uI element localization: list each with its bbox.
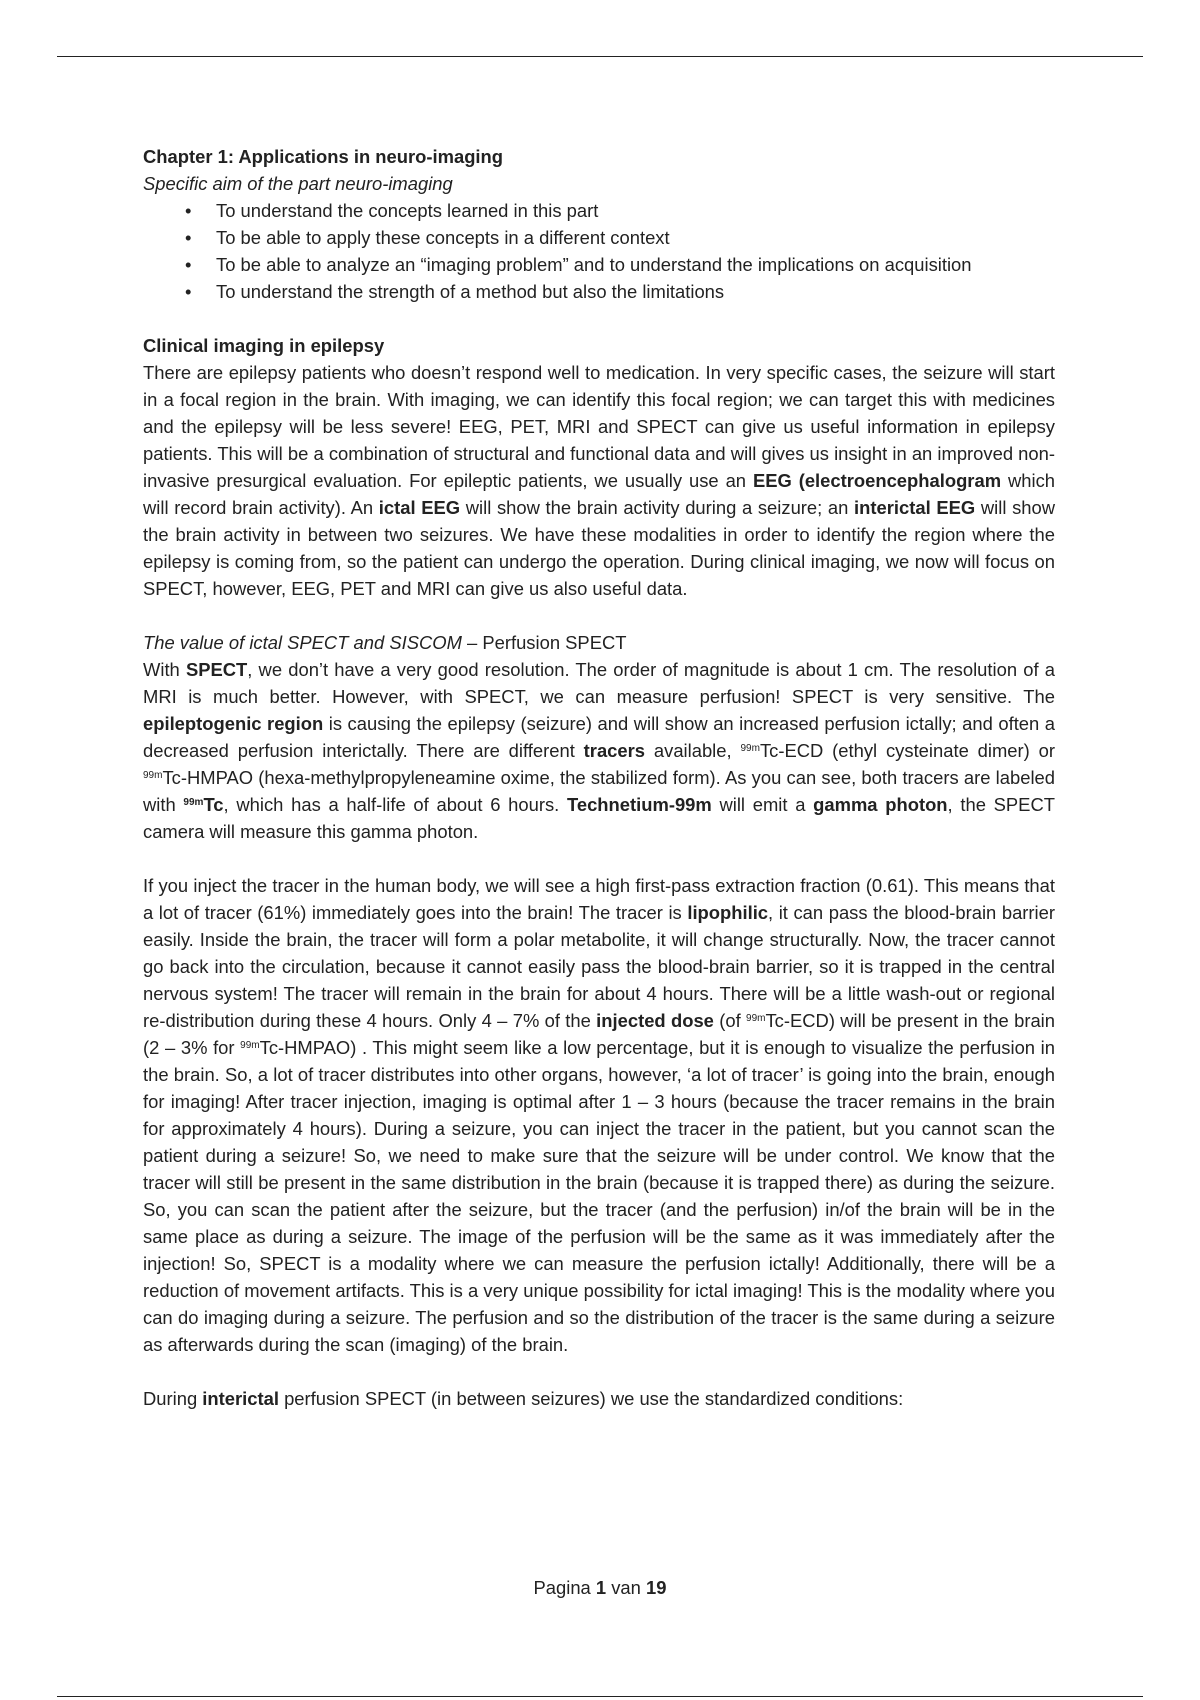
aim-list: [143, 197, 1055, 305]
aim-subtitle: Specific aim of the part neuro-imaging: [143, 173, 453, 194]
total-page-count: 19: [646, 1577, 667, 1598]
list-item: • To understand the strength of a method but also the limitations: [143, 278, 1055, 305]
header-rule: [57, 56, 1143, 57]
bullet-icon: •: [185, 281, 192, 302]
list-item: • To be able to analyze an “imaging problem” and to understand the implications on acquisition: [143, 251, 1055, 278]
page-content: [143, 143, 1055, 1412]
chapter-title: Chapter 1: Applications in neuro-imaging: [143, 146, 503, 167]
current-page-number: 1: [595, 1577, 607, 1598]
footer-rule: [57, 1696, 1143, 1697]
interictal-paragraph: During interictal perfusion SPECT (in between seizures) we use the standardized conditions:: [143, 1388, 904, 1409]
epilepsy-paragraph: There are epilepsy patients who doesn’t respond well to medication. In very specific cases, the seizure will start in a focal region in the brain. With imaging, we can identify this focal region; we can target this with medicines and the epilepsy will be less severe! EEG, PET, MRI and SPECT can give us useful information in epilepsy patients. This will be a combination of structural and functional data and will gives us insight in an improved non-invasive presurgical evaluation. For epileptic patients, we usually use an EEG (electroencephalogram which will record brain activity). An ictal EEG will show the brain activity during a seizure; an interictal EEG will show the brain activity in between two seizures. We have these modalities in order to identify the region where the epilepsy is coming from, so the patient can undergo the operation. During clinical imaging, we now will focus on SPECT, however, EEG, PET and MRI can give us also useful data.: [143, 362, 1055, 599]
bullet-icon: •: [185, 227, 192, 248]
spect-heading: The value of ictal SPECT and SISCOM – Perfusion SPECT: [143, 632, 627, 653]
bullet-icon: •: [185, 200, 192, 221]
epilepsy-heading: Clinical imaging in epilepsy: [143, 335, 385, 356]
bullet-icon: •: [185, 254, 192, 275]
list-item: • To be able to apply these concepts in a different context: [143, 224, 1055, 251]
list-item: • To understand the concepts learned in this part: [143, 197, 1055, 224]
tracer-paragraph: If you inject the tracer in the human body, we will see a high first-pass extraction fraction (0.61). This means that a lot of tracer (61%) immediately goes into the brain! The tracer is lipophilic, it can pass the blood-brain barrier easily. Inside the brain, the tracer will form a polar metabolite, it will change structurally. Now, the tracer cannot go back into the circulation, because it cannot easily pass the blood-brain barrier, so it is trapped in the central nervous system! The tracer will remain in the brain for about 4 hours. There will be a little wash-out or regional re-distribution during these 4 hours. Only 4 – 7% of the injected dose (of $^{99m}$Tc-ECD) will be present in the brain (2 – 3% for $^{99m}$Tc-HMPAO) . This might seem like a low percentage, but it is enough to visualize the perfusion in the brain. So, a lot of tracer distributes into other organs, however, ‘a lot of tracer’ is going into the brain, enough for imaging! After tracer injection, imaging is optimal after 1 – 3 hours (because the tracer remains in the brain for approximately 4 hours). During a seizure, you can inject the tracer in the patient, but you cannot scan the patient during a seizure! So, we need to make sure that the seizure will be under control. We know that the tracer will still be present in the same distribution in the brain (because it is trapped there) as during the seizure. So, you can scan the patient after the seizure, but the tracer (and the perfusion) in/of the brain will be in the same place as during a seizure. The image of the perfusion will be the same as it was immediately after the injection! So, SPECT is a modality where we can measure the perfusion ictally! Additionally, there will be a reduction of movement artifacts. This is a very unique possibility for ictal imaging! This is the modality where you can do imaging during a seizure. The perfusion and so the distribution of the tracer is the same during a seizure as afterwards during the scan (imaging) of the brain.: [143, 875, 1055, 1355]
spect-paragraph: With SPECT, we don’t have a very good resolution. The order of magnitude is about 1 cm. The resolution of a MRI is much better. However, with SPECT, we can measure perfusion! SPECT is very sensitive. The epileptogenic region is causing the epilepsy (seizure) and will show an increased perfusion ictally; and often a decreased perfusion interictally. There are different tracers available, $^{99m}$Tc-ECD (ethyl cysteinate dimer) or $^{99m}$Tc-HMPAO (hexa-methylpropyleneamine oxime, the stabilized form). As you can see, both tracers are labeled with $^{99m}$Tc, which has a half-life of about 6 hours. Technetium-99m will emit a gamma photon, the SPECT camera will measure this gamma photon.: [143, 659, 1055, 842]
page-footer: Pagina 1 van 19: [533, 1577, 667, 1598]
